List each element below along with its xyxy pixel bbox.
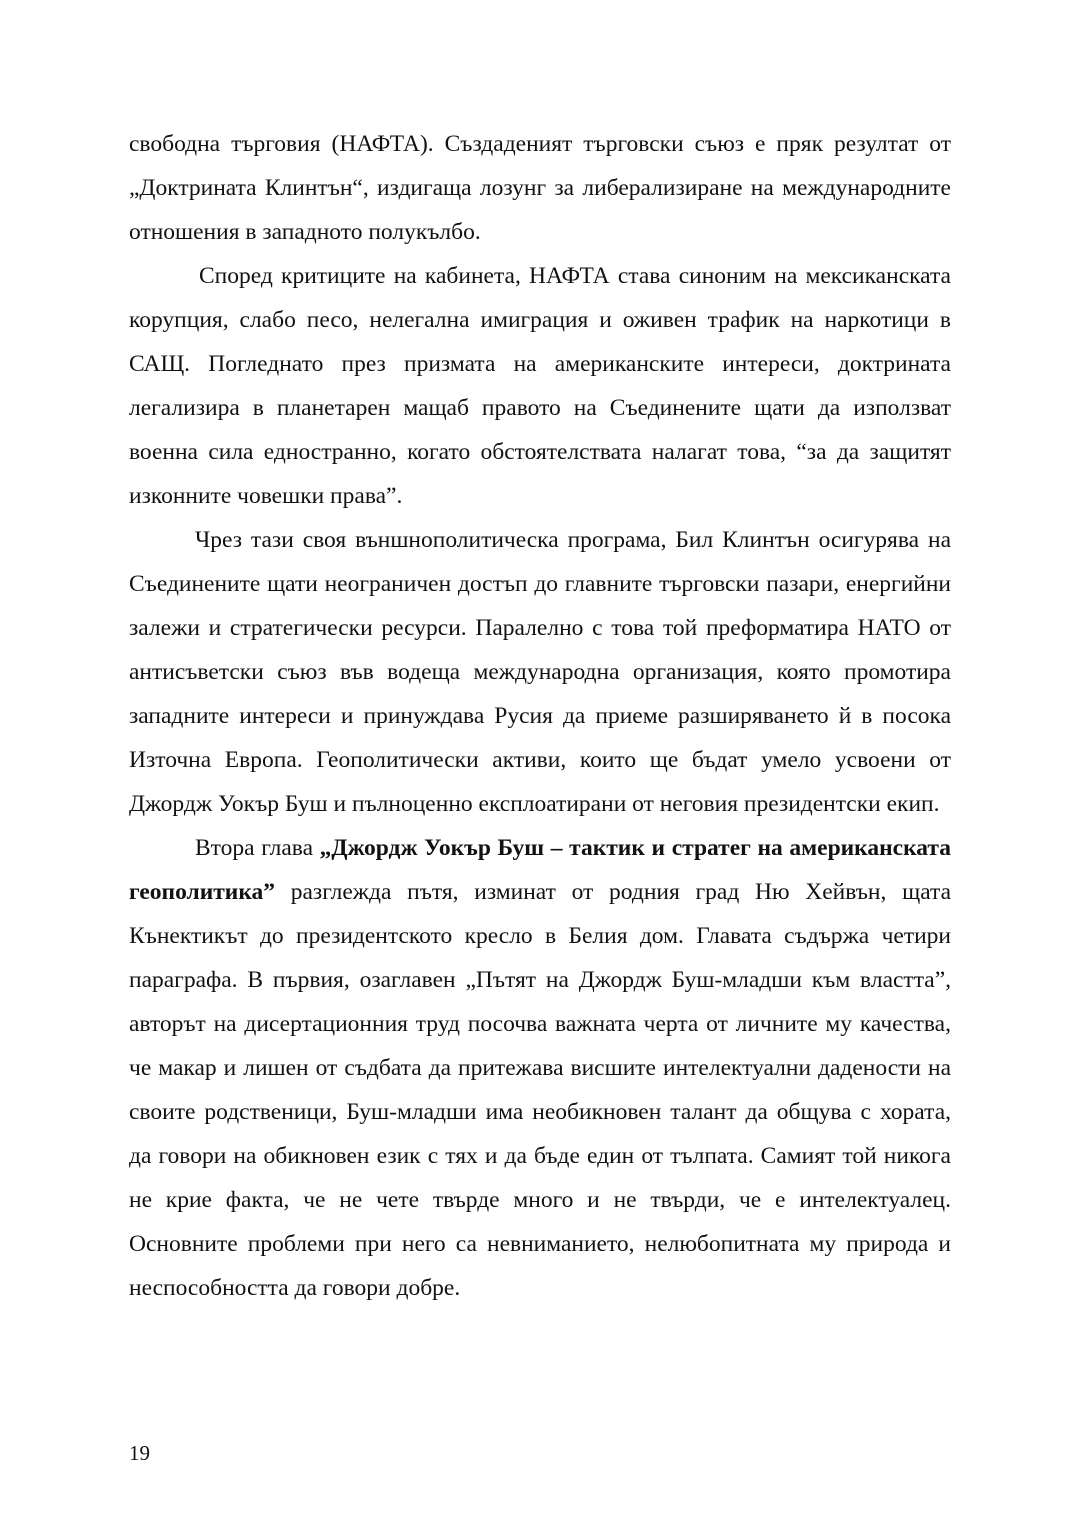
document-body	[129, 122, 951, 1310]
paragraph-clinton-program: Чрез тази своя външнополитическа програма, Бил Клинтън осигурява на Съединените щати неограничен достъп до главните търговски пазари, енергийни залежи и стратегически ресурси. Паралелно с това той преформатира НАТО от антисъветски съюз във водеща международна организация, която промотира западните интереси и принуждава Русия да приеме разширяването й в посока Източна Европа. Геополитически активи, които ще бъдат умело усвоени от Джордж Уокър Буш и пълноценно експлоатирани от неговия президентски екип.	[129, 527, 951, 817]
paragraph-critics: Според критиците на кабинета, НАФТА става синоним на мексиканската корупция, слабо песо, нелегална имиграция и оживен трафик на наркотици в САЩ. Погледнато през призмата на американските интереси, доктрината легализира в планетарен мащаб правото на Съединените щати да използват военна сила едностранно, когато обстоятелствата налагат това, “за да защитят изконните човешки права”.	[129, 263, 951, 509]
chapter-two-title: „Джордж Уокър Буш – тактик и стратег на американската геополитика”	[129, 835, 951, 905]
paragraph-chapter-two	[129, 826, 951, 1310]
paragraph-nafta-intro: свободна търговия (НАФТА). Създаденият търговски съюз е пряк резултат от „Доктрината Клинтън“, издигаща лозунг за либерализиране на международните отношения в западното полукълбо.	[129, 131, 951, 245]
chapter-two-text: разглежда пътя, изминат от родния град Ню Хейвън, щата Кънектикът до президентското кресло в Белия дом. Главата съдържа четири параграфа. В първия, озаглавен „Пътят на Джордж Буш-младши към властта”, авторът на дисертационния труд посочва важната черта от личните му качества, че макар и лишен от съдбата да притежава висшите интелектуални дадености на своите родственици, Буш-младши има необикновен талант да общува с хората, да говори на обикновен език с тях и да бъде един от тълпата. Самият той никога не крие факта, че не чете твърде много и не твърди, че е интелектуалец. Основните проблеми при него са невниманието, нелюбопитната му природа и неспособността да говори добре.	[129, 879, 951, 1301]
chapter-two-prefix: Втора глава	[195, 835, 320, 861]
page-number: 19	[129, 1441, 150, 1465]
